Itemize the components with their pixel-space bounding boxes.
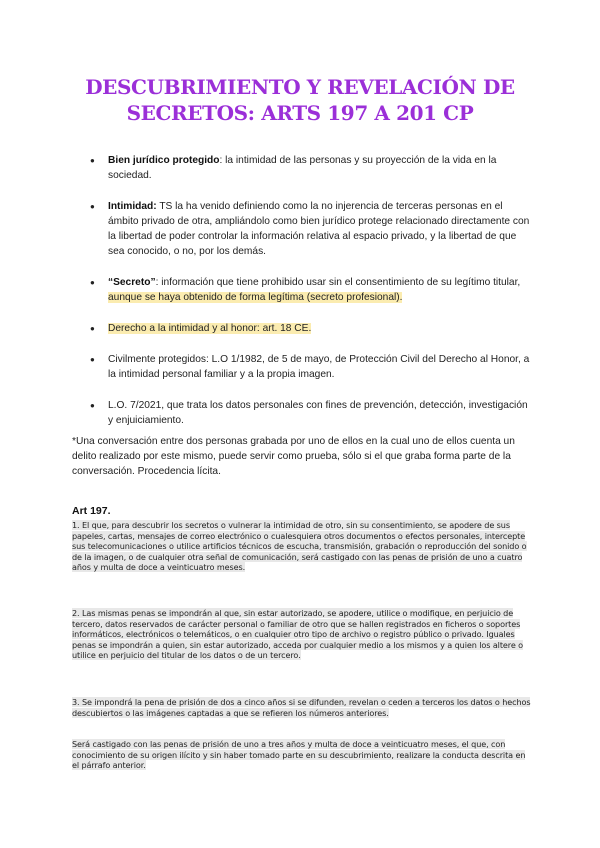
highlighted-text: Derecho a la intimidad y al honor: art. 18 CE. <box>108 323 312 334</box>
bullet-text: L.O. 7/2021, que trata los datos personales con fines de prevención, detección, investigación y enjuiciamiento. <box>108 400 528 426</box>
article-paragraph-3 <box>72 697 532 718</box>
bullet-list <box>90 153 530 444</box>
document-title: DESCUBRIMIENTO Y REVELACIÓN DE SECRETOS: ARTS 197 A 201 CP <box>85 75 515 125</box>
bullet-text: Civilmente protegidos: L.O 1/1982, de 5 de mayo, de Protección Civil del Derecho al Honor, a la intimidad personal familiar y a la propia imagen. <box>108 354 530 380</box>
bullet-item <box>90 153 530 183</box>
bullet-term: Intimidad: <box>108 201 157 212</box>
article-heading: Art 197. <box>72 505 111 517</box>
legal-text: 3. Se impondrá la pena de prisión de dos a cinco años si se difunden, revelan o ceden a terceros los datos o hechos descubiertos o las imágenes captadas a que se refieren los números anteriores. <box>72 697 531 718</box>
bullet-item <box>90 398 530 428</box>
highlighted-text: aunque se haya obtenido de forma legítima (secreto profesional). <box>108 292 403 303</box>
legal-text: 1. El que, para descubrir los secretos o vulnerar la intimidad de otro, sin su consentimiento, se apodere de sus papeles, cartas, mensajes de correo electrónico o cualesquiera otros documentos o efectos personales, intercepte sus telecomunicaciones o utilice artificios técnicos de escucha, transmisión, grabación o reproducción del sonido o de la imagen, o de cualquier otra señal de comunicación, será castigado con las penas de prisión de uno a cuatro años y multa de doce a veinticuatro meses. <box>72 520 527 573</box>
article-paragraph-2 <box>72 608 532 661</box>
bullet-term: “Secreto” <box>108 277 156 288</box>
article-paragraph-1 <box>72 520 532 573</box>
bullet-item <box>90 352 530 382</box>
bullet-term: Bien jurídico protegido <box>108 155 220 166</box>
legal-text: Será castigado con las penas de prisión de uno a tres años y multa de doce a veinticuatro meses, el que, con conocimiento de su origen ilícito y sin haber tomado parte en su descubrimiento, realizare la conducta descrita en el párrafo anterior. <box>72 739 526 771</box>
legal-text: 2. Las mismas penas se impondrán al que, sin estar autorizado, se apodere, utilice o modifique, en perjuicio de tercero, datos reservados de carácter personal o familiar de otro que se hallen registrados en ficheros o soportes informáticos, electrónicos o telemáticos, o en cualquier otro tipo de archivo o registro público o privado. Iguales penas se impondrán a quien, sin estar autorizado, acceda por cualquier medio a los mismos y a quien los altere o utilice en perjuicio del titular de los datos o de un tercero. <box>72 608 524 661</box>
bullet-text: : información que tiene prohibido usar sin el consentimiento de su legítimo titular, <box>155 277 521 288</box>
bullet-item <box>90 199 530 259</box>
footnote: *Una conversación entre dos personas grabada por uno de ellos en la cual uno de ellos cuenta un delito realizado por este mismo, puede servir como prueba, sólo si el que graba forma parte de la conversación. Procedencia lícita. <box>72 436 515 477</box>
article-paragraph-4 <box>72 739 532 771</box>
bullet-item <box>90 321 530 336</box>
bullet-text: : la intimidad de las personas y su proyección de la vida en la sociedad. <box>108 155 497 181</box>
bullet-item <box>90 275 530 305</box>
bullet-text: TS la ha venido definiendo como la no injerencia de terceras personas en el ámbito privado de otra, ampliándolo como bien jurídico protege relacionado directamente con la libertad de poder controlar la información relativa al espacio privado, y la libertad de que sea conocido, o no, por los demás. <box>108 201 530 257</box>
